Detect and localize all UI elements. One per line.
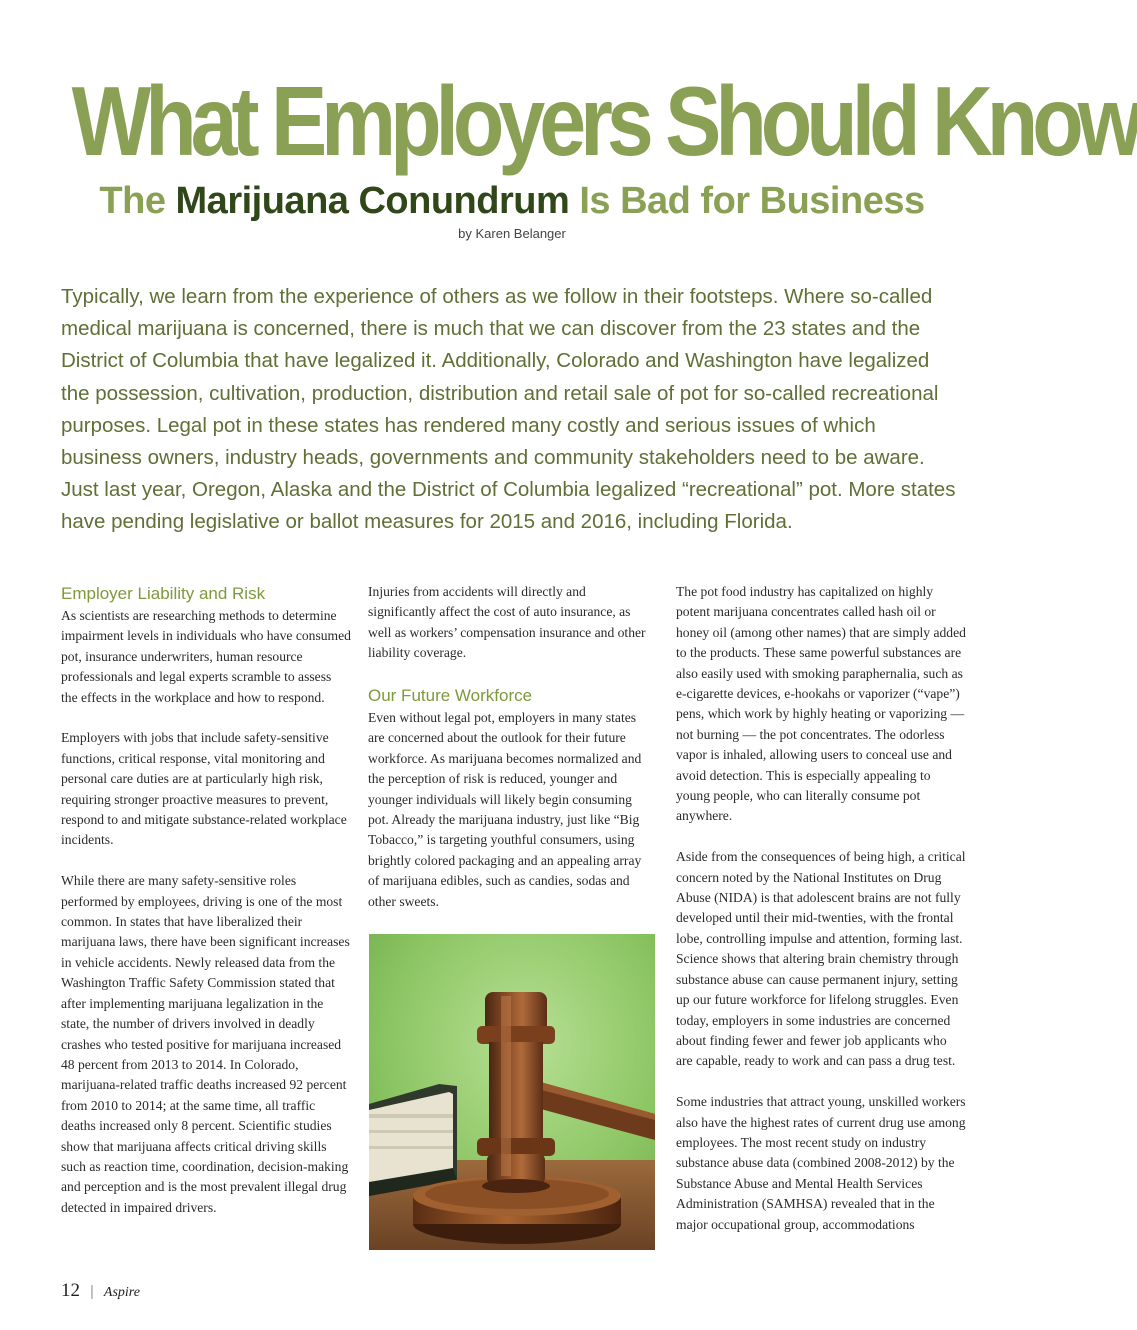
subtitle-part-2: Marijuana Conundrum bbox=[175, 180, 570, 222]
subtitle-part-1: The bbox=[99, 180, 176, 222]
paragraph: Aside from the consequences of being high, a critical concern noted by the National Institutes on Drug Abuse (NIDA) is that adolescent brains are not fully developed until their mid-twenties, with the frontal lobe, controlling impulse and attention, forming last. Science shows that altering brain chemistry through substance abuse can cause permanent injury, setting up our future workforce for lifelong struggles. Even today, employers in some industries are concerned about finding fewer and fewer job applicants who are capable, ready to work and can pass a drug test. bbox=[676, 849, 966, 1069]
gavel-illustration bbox=[369, 934, 655, 1250]
column-2 bbox=[368, 582, 654, 932]
byline: by Karen Belanger bbox=[458, 226, 566, 241]
page-number: 12 bbox=[61, 1280, 80, 1301]
column-3 bbox=[676, 582, 966, 1255]
paragraph: While there are many safety-sensitive roles performed by employees, driving is one of the most common. In states that have liberalized their marijuana laws, there have been significant increases in vehicle accidents. Newly released data from the Washington Traffic Safety Commission stated that after implementing marijuana legalization in the state, the number of drivers involved in deadly crashes who tested positive for marijuana increased 48 percent from 2013 to 2014. In Colorado, marijuana-related traffic deaths increased 92 percent from 2010 to 2014; at the same time, all traffic deaths increased only 8 percent. Scientific studies show that marijuana affects critical driving skills such as reaction time, coordination, decision-making and perception and is the most prevalent illegal drug detected in impaired drivers. bbox=[61, 873, 350, 1215]
paragraph: As scientists are researching methods to determine impairment levels in individuals who have consumed pot, insurance underwriters, human resource professionals and legal experts scramble to assess the effects in the workplace and how to respond. bbox=[61, 608, 351, 705]
paragraph: Employers with jobs that include safety-sensitive functions, critical response, vital monitoring and personal care duties are at particularly high risk, requiring stronger proactive measures to prevent, respond to and mitigate substance-related workplace incidents. bbox=[61, 730, 347, 848]
section-heading-liability: Employer Liability and Risk bbox=[61, 584, 266, 603]
intro-paragraph: Typically, we learn from the experience of others as we follow in their footsteps. Where so-called medical marijuana is concerned, there is much that we can discover from the 23 states and the District of Columbia that have legalized it. Additionally, Colorado and Washington have legalized the possession, cultivation, production, distribution and retail sale of pot for so-called recreational purposes. Legal pot in these states has rendered many costly and serious issues of which business owners, industry heads, governments and community stakeholders need to be aware. Just last year, Oregon, Alaska and the District of Columbia legalized “recreational” pot. More states have pending legislative or ballot measures for 2015 and 2016, including Florida. bbox=[61, 285, 956, 534]
paragraph: Injuries from accidents will directly and significantly affect the cost of auto insurance, as well as workers’ compensation insurance and other liability coverage. bbox=[368, 584, 646, 661]
section-heading-workforce: Our Future Workforce bbox=[368, 686, 533, 706]
gavel-photo bbox=[369, 934, 655, 1250]
subtitle-part-3: Is Bad for Business bbox=[569, 180, 925, 222]
column-1 bbox=[61, 582, 351, 1239]
magazine-name: Aspire bbox=[103, 1285, 140, 1300]
article-subtitle bbox=[0, 178, 1024, 224]
paragraph: Even without legal pot, employers in many states are concerned about the outlook for their future workforce. As marijuana becomes normalized and the perception of risk is reduced, younger and younger individuals will likely begin consuming pot. Already the marijuana industry, just like “Big Tobacco,” is targeting youthful consumers, using brightly colored packaging and an appealing array of marijuana edibles, such as candies, sodas and other sweets. bbox=[368, 710, 642, 909]
paragraph: Some industries that attract young, unskilled workers also have the highest rates of current drug use among employees. The most recent study on industry substance abuse data (combined 2008-2012) by the Substance Abuse and Mental Health Services Administration (SAMHSA) revealed that in the major occupational group, accommodations bbox=[676, 1094, 966, 1232]
paragraph: The pot food industry has capitalized on highly potent marijuana concentrates called hash oil or honey oil (among other names) that are simply added to the products. These same powerful substances are also easily used with smoking paraphernalia, such as e-cigarette devices, e-hookahs or vaporizer (“vape”) pens, which work by highly heating or vaporizing — not burning — the pot concentrates. The odorless vapor is inhaled, allowing users to conceal use and avoid detection. This is especially appealing to young people, who can literally consume pot anywhere. bbox=[676, 584, 966, 824]
page-footer bbox=[61, 1280, 140, 1302]
article-title: What Employers Should Know bbox=[71, 66, 1137, 176]
footer-separator: | bbox=[90, 1283, 94, 1300]
